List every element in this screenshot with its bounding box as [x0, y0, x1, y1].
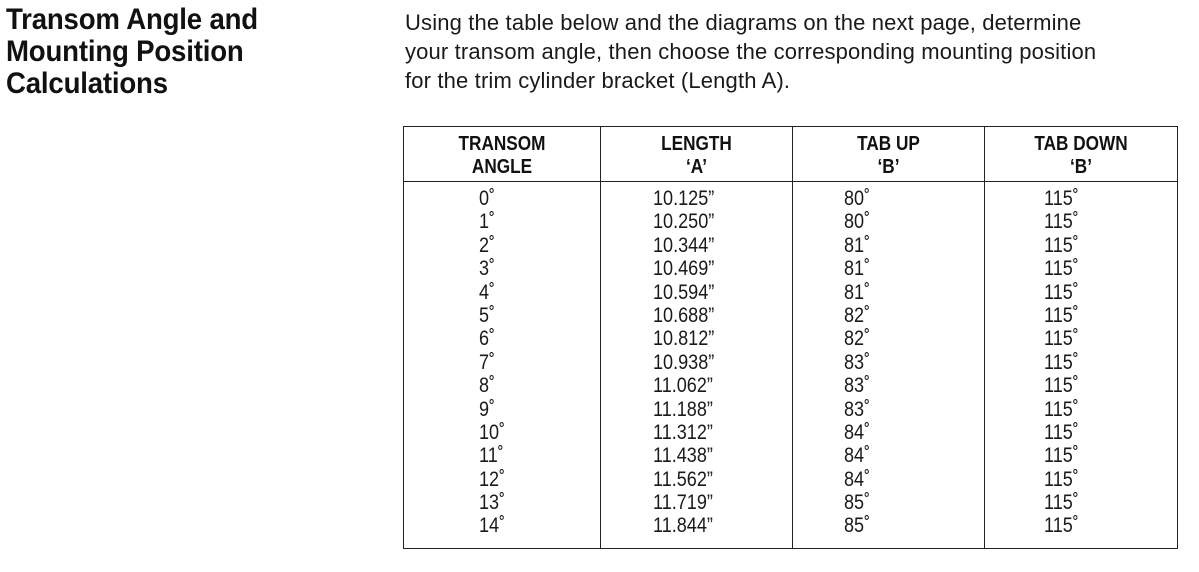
tab-up-b-cell-text: 84˚ [844, 444, 871, 468]
tab-down-b-cell [985, 210, 1177, 233]
transom-angle-cell [404, 210, 600, 233]
tab-up-b-cell-text: 81˚ [844, 257, 871, 281]
transom-angle-cell [404, 304, 600, 327]
tab-down-b-cell [985, 187, 1177, 210]
tab-up-b-cell [793, 514, 984, 537]
tab-down-b-cell-text: 115˚ [1044, 303, 1079, 327]
transom-angle-list [404, 187, 600, 538]
tab-down-b-cell [985, 351, 1177, 374]
transom-angle-cell-text: 8˚ [479, 374, 496, 398]
tab-up-b-cell-text: 85˚ [844, 491, 871, 515]
transom-angle-cell [404, 468, 600, 491]
header-line: ‘B’ [1070, 156, 1092, 178]
length-a-cell-text: 10.688” [653, 303, 715, 327]
header-line: ‘B’ [877, 156, 900, 178]
length-a-cell [601, 374, 792, 397]
length-a-cell [601, 468, 792, 491]
tab-down-b-cell-text: 115˚ [1044, 514, 1079, 538]
length-a-cell [601, 257, 792, 280]
tab-up-b-cell [793, 491, 984, 514]
length-a-cell [601, 304, 792, 327]
tab-up-b-cell-text: 81˚ [844, 280, 871, 304]
tab-up-b-cell-text: 83˚ [844, 350, 871, 374]
tab-down-b-list [985, 187, 1177, 538]
length-a-cell-text: 11.438” [653, 444, 713, 468]
transom-angle-cell [404, 374, 600, 397]
tab-up-b-cell [793, 257, 984, 280]
tab-down-b-cell-text: 115˚ [1044, 491, 1079, 515]
length-a-cell [601, 444, 792, 467]
transom-angle-cell-text: 10˚ [479, 420, 506, 444]
tab-down-b-cell [985, 398, 1177, 421]
transom-angle-table [403, 126, 1178, 549]
transom-angle-cell [404, 444, 600, 467]
tab-down-b-cell [985, 281, 1177, 304]
tab-down-b-cell-text: 115˚ [1044, 327, 1079, 351]
header-line: TAB DOWN [1034, 133, 1128, 155]
tab-up-b-cell [793, 210, 984, 233]
transom-angle-cell [404, 351, 600, 374]
length-a-cell [601, 351, 792, 374]
header-tab-down-b [985, 127, 1178, 182]
length-a-list [601, 187, 792, 538]
transom-angle-cell-text: 5˚ [479, 303, 496, 327]
tab-down-b-cell [985, 327, 1177, 350]
transom-angle-cell-text: 11˚ [479, 444, 504, 468]
tab-up-b-cell-text: 85˚ [844, 514, 871, 538]
transom-angle-cell-text: 0˚ [479, 187, 496, 210]
tab-up-b-cell [793, 398, 984, 421]
header-length-a [601, 127, 793, 182]
tab-up-b-cell [793, 304, 984, 327]
length-a-cell [601, 210, 792, 233]
tab-up-b-cell [793, 444, 984, 467]
header-line: TRANSOM [458, 133, 546, 155]
page-title-line: Calculations [6, 67, 168, 100]
length-a-cell-text: 11.312” [653, 420, 713, 444]
transom-angle-cell-text: 3˚ [479, 257, 496, 281]
tab-down-b-cell-text: 115˚ [1044, 467, 1079, 491]
tab-down-b-cell-text: 115˚ [1044, 374, 1079, 398]
tab-up-b-cell-text: 84˚ [844, 420, 871, 444]
column-tab-down-b [985, 182, 1178, 549]
length-a-cell [601, 514, 792, 537]
tab-up-b-cell [793, 327, 984, 350]
transom-angle-cell-text: 14˚ [479, 514, 506, 538]
length-a-cell-text: 11.844” [653, 514, 713, 538]
tab-up-b-cell [793, 281, 984, 304]
length-a-cell-text: 10.125” [653, 187, 715, 210]
page-title [6, 4, 310, 100]
header-tab-up-b [793, 127, 985, 182]
transom-angle-cell [404, 398, 600, 421]
length-a-cell [601, 421, 792, 444]
length-a-cell-text: 11.719” [653, 491, 713, 515]
length-a-cell [601, 491, 792, 514]
table-header-row [404, 127, 1178, 182]
length-a-cell-text: 10.469” [653, 257, 715, 281]
transom-angle-cell-text: 6˚ [479, 327, 496, 351]
tab-down-b-cell [985, 374, 1177, 397]
intro-paragraph [405, 8, 1185, 95]
tab-down-b-cell [985, 304, 1177, 327]
tab-up-b-list [793, 187, 984, 538]
transom-angle-cell [404, 187, 600, 210]
intro-line: your transom angle, then choose the corresponding mounting position [405, 39, 1097, 64]
header-line: ANGLE [471, 156, 533, 178]
transom-angle-cell [404, 421, 600, 444]
transom-angle-cell [404, 327, 600, 350]
length-a-cell [601, 327, 792, 350]
tab-down-b-cell [985, 444, 1177, 467]
tab-down-b-cell-text: 115˚ [1044, 420, 1079, 444]
tab-down-b-cell-text: 115˚ [1044, 397, 1079, 421]
length-a-cell-text: 10.250” [653, 210, 715, 234]
length-a-cell [601, 281, 792, 304]
tab-down-b-cell-text: 115˚ [1044, 280, 1079, 304]
length-a-cell-text: 11.062” [653, 374, 713, 398]
tab-down-b-cell [985, 234, 1177, 257]
column-length-a [601, 182, 793, 549]
intro-line: for the trim cylinder bracket (Length A). [405, 68, 791, 93]
length-a-cell [601, 398, 792, 421]
transom-angle-cell [404, 234, 600, 257]
tab-up-b-cell [793, 374, 984, 397]
intro-line: Using the table below and the diagrams on the next page, determine [405, 10, 1082, 35]
transom-angle-cell-text: 13˚ [479, 491, 506, 515]
transom-angle-cell [404, 257, 600, 280]
length-a-cell-text: 10.344” [653, 233, 715, 257]
tab-down-b-cell-text: 115˚ [1044, 444, 1079, 468]
tab-up-b-cell-text: 83˚ [844, 397, 871, 421]
length-a-cell-text: 11.562” [653, 467, 713, 491]
transom-angle-cell-text: 9˚ [479, 397, 496, 421]
tab-down-b-cell-text: 115˚ [1044, 257, 1079, 281]
tab-down-b-cell [985, 421, 1177, 444]
page-title-line: Transom Angle and [6, 3, 258, 36]
tab-up-b-cell [793, 468, 984, 491]
tab-down-b-cell-text: 115˚ [1044, 350, 1079, 374]
tab-up-b-cell [793, 234, 984, 257]
tab-down-b-cell-text: 115˚ [1044, 187, 1079, 210]
transom-angle-cell-text: 7˚ [479, 350, 496, 374]
tab-down-b-cell [985, 514, 1177, 537]
length-a-cell [601, 234, 792, 257]
header-line: LENGTH [661, 133, 732, 155]
length-a-cell-text: 10.812” [653, 327, 715, 351]
tab-up-b-cell-text: 82˚ [844, 327, 871, 351]
transom-angle-cell [404, 281, 600, 304]
length-a-cell [601, 187, 792, 210]
tab-up-b-cell [793, 187, 984, 210]
table-body-row [404, 182, 1178, 549]
tab-up-b-cell-text: 82˚ [844, 303, 871, 327]
tab-down-b-cell [985, 257, 1177, 280]
tab-down-b-cell [985, 491, 1177, 514]
tab-up-b-cell [793, 351, 984, 374]
tab-down-b-cell-text: 115˚ [1044, 233, 1079, 257]
length-a-cell-text: 11.188” [653, 397, 713, 421]
length-a-cell-text: 10.594” [653, 280, 715, 304]
header-line: ‘A’ [685, 156, 708, 178]
header-line: TAB UP [857, 133, 920, 155]
tab-down-b-cell [985, 468, 1177, 491]
length-a-cell-text: 10.938” [653, 350, 715, 374]
column-transom-angle [404, 182, 601, 549]
tab-up-b-cell-text: 80˚ [844, 210, 871, 234]
tab-up-b-cell-text: 80˚ [844, 187, 871, 210]
tab-down-b-cell-text: 115˚ [1044, 210, 1079, 234]
transom-angle-cell-text: 4˚ [479, 280, 496, 304]
tab-up-b-cell [793, 421, 984, 444]
transom-angle-cell-text: 1˚ [479, 210, 496, 234]
page-title-line: Mounting Position [6, 35, 244, 68]
column-tab-up-b [793, 182, 985, 549]
header-transom-angle [404, 127, 601, 182]
transom-angle-cell-text: 12˚ [479, 467, 506, 491]
tab-up-b-cell-text: 81˚ [844, 233, 871, 257]
tab-up-b-cell-text: 83˚ [844, 374, 871, 398]
transom-angle-cell [404, 514, 600, 537]
transom-angle-cell-text: 2˚ [479, 233, 496, 257]
transom-angle-cell [404, 491, 600, 514]
tab-up-b-cell-text: 84˚ [844, 467, 871, 491]
